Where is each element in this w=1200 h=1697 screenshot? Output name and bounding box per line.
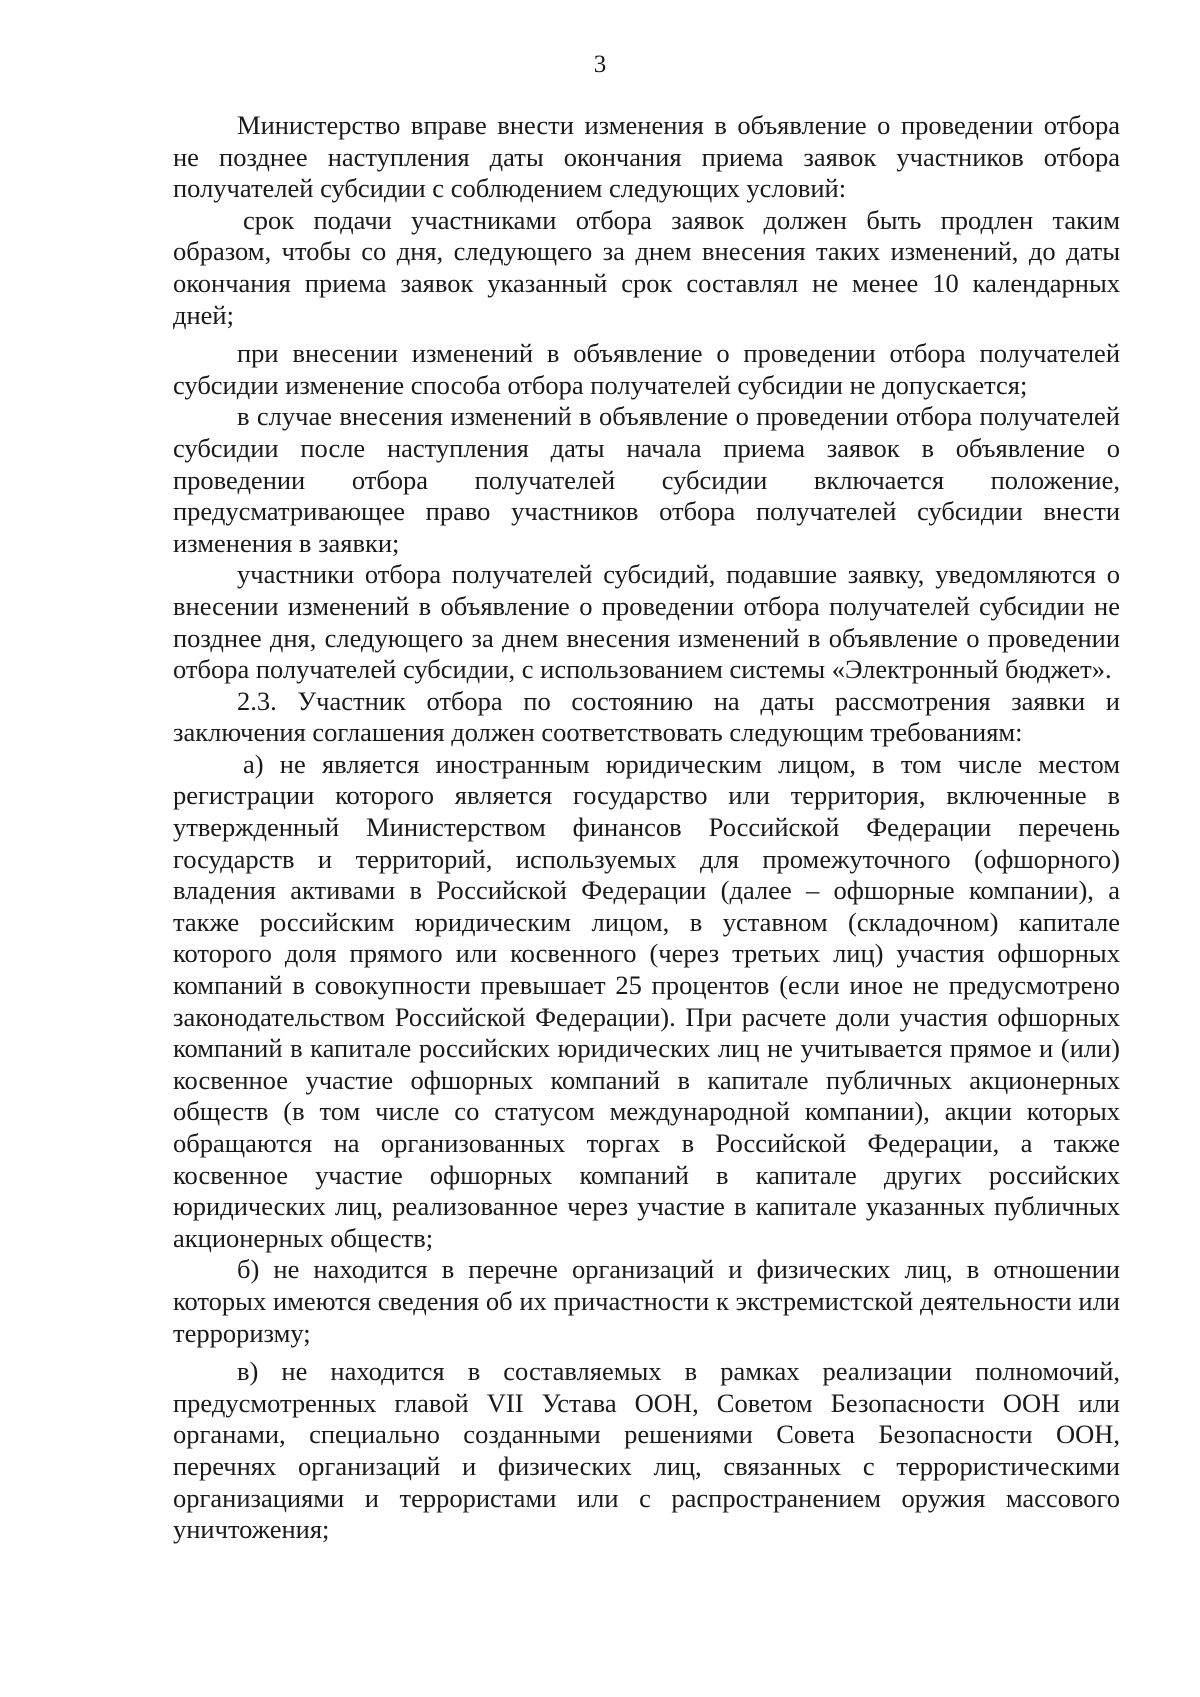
paragraph-method-change: при внесении изменений в объявление о проведении отбора получателей субсидии изменение способа отбора получателей субсидии не допускается; [173, 338, 1120, 400]
document-body [173, 110, 1120, 1546]
paragraph-ministry-right: Министерство вправе внести изменения в объявление о проведении отбора не позднее наступления даты окончания приема заявок участников отбора получателей субсидии с соблюдением следующих условий: [173, 110, 1120, 204]
page-number: 3 [593, 51, 607, 78]
paragraph-notification: участники отбора получателей субсидий, подавшие заявку, уведомляются о внесении изменений в объявление о проведении отбора получателей субсидии не позднее дня, следующего за днем внесения изменений в объявление о проведении отбора получателей субсидии, с использованием системы «Электронный бюджет». [173, 559, 1120, 685]
paragraph-item-a: а) не является иностранным юридическим лицом, в том числе местом регистрации которого является государство или территория, включенные в утвержденный Министерством финансов Российской Федерации перечень государств и территорий, используемых для промежуточного (офшорного) владения активами в Российской Федерации (далее – офшорные компании), а также российским юридическим лицом, в уставном (складочном) капитале которого доля прямого или косвенного (через третьих лиц) участия офшорных компаний в совокупности превышает 25 процентов (если иное не предусмотрено законодательством Российской Федерации). При расчете доли участия офшорных компаний в капитале российских юридических лиц не учитывается прямое и (или) косвенное участие офшорных компаний в капитале публичных акционерных обществ (в том числе со статусом международной компании), акции которых обращаются на организованных торгах в Российской Федерации, а также косвенное участие офшорных компаний в капитале других российских юридических лиц, реализованное через участие в капитале указанных публичных акционерных обществ; [173, 748, 1120, 1253]
paragraph-item-v: в) не находится в составляемых в рамках реализации полномочий, предусмотренных главой VII Устава ООН, Советом Безопасности ООН или органами, специально созданными решениями Совета Безопасности ООН, перечнях организаций и физических лиц, связанных с террористическими организациями и террористами или с распространением оружия массового уничтожения; [173, 1356, 1120, 1545]
paragraph-item-b: б) не находится в перечне организаций и физических лиц, в отношении которых имеются сведения об их причастности к экстремистской деятельности или терроризму; [173, 1254, 1120, 1348]
paragraph-section-2-3: 2.3. Участник отбора по состоянию на даты рассмотрения заявки и заключения соглашения должен соответствовать следующим требованиям: [173, 685, 1120, 748]
paragraph-deadline-extension: срок подачи участниками отбора заявок должен быть продлен таким образом, чтобы со дня, следующего за днем внесения таких изменений, до даты окончания приема заявок указанный срок составлял не менее 10 календарных дней; [173, 204, 1120, 330]
paragraph-changes-after-start: в случае внесения изменений в объявление о проведении отбора получателей субсидии после наступления даты начала приема заявок в объявление о проведении отбора получателей субсидии включается положение, предусматривающее право участников отбора получателей субсидии внести изменения в заявки; [173, 401, 1120, 558]
